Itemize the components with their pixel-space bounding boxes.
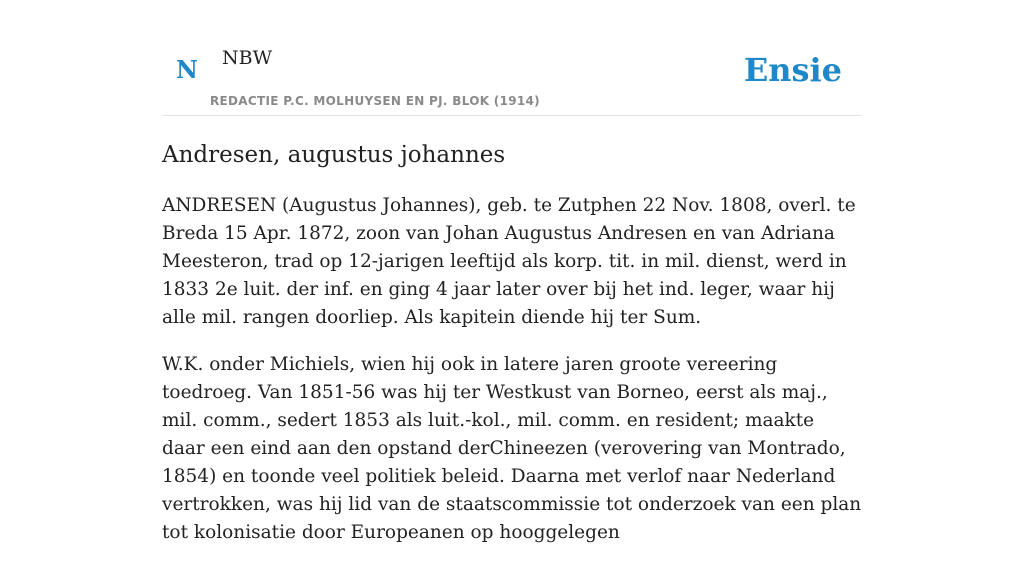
ensie-logo[interactable]: Ensie xyxy=(743,51,842,89)
source-editors: REDACTIE P.C. MOLHUYSEN EN PJ. BLOK (1914) xyxy=(210,94,540,108)
article-title: Andresen, augustus johannes xyxy=(162,142,506,168)
source-name[interactable]: NBW xyxy=(222,47,273,69)
source-logo-letter[interactable]: N xyxy=(176,55,198,84)
article-paragraph: ANDRESEN (Augustus Johannes), geb. te Zutphen 22 Nov. 1808, overl. te Breda 15 Apr. 1872, zoon van Johan Augustus Andresen en van Adriana Meesteron, trad op 12-jarigen leeftijd als korp. tit. in mil. dienst, werd in 1833 2e luit. der inf. en ging 4 jaar later over bij het ind. leger, waar hij alle mil. rangen doorliep. Als kapitein diende hij ter Sum. xyxy=(162,195,856,328)
article-body xyxy=(162,192,862,566)
page xyxy=(162,0,862,543)
article-paragraph: W.K. onder Michiels, wien hij ook in latere jaren groote vereering toedroeg. Van 1851-56 was hij ter Westkust van Borneo, eerst als maj., mil. comm., sedert 1853 als luit.-kol., mil. comm. en resident; maakte daar een eind aan den opstand derChineezen (verovering van Montrado, 1854) en toonde veel politiek beleid. Daarna met verlof naar Nederland vertrokken, was hij lid van de staatscommissie tot onderzoek van een plan tot kolonisatie door Europeanen op hooggelegen xyxy=(162,354,862,543)
source-header xyxy=(162,0,862,116)
